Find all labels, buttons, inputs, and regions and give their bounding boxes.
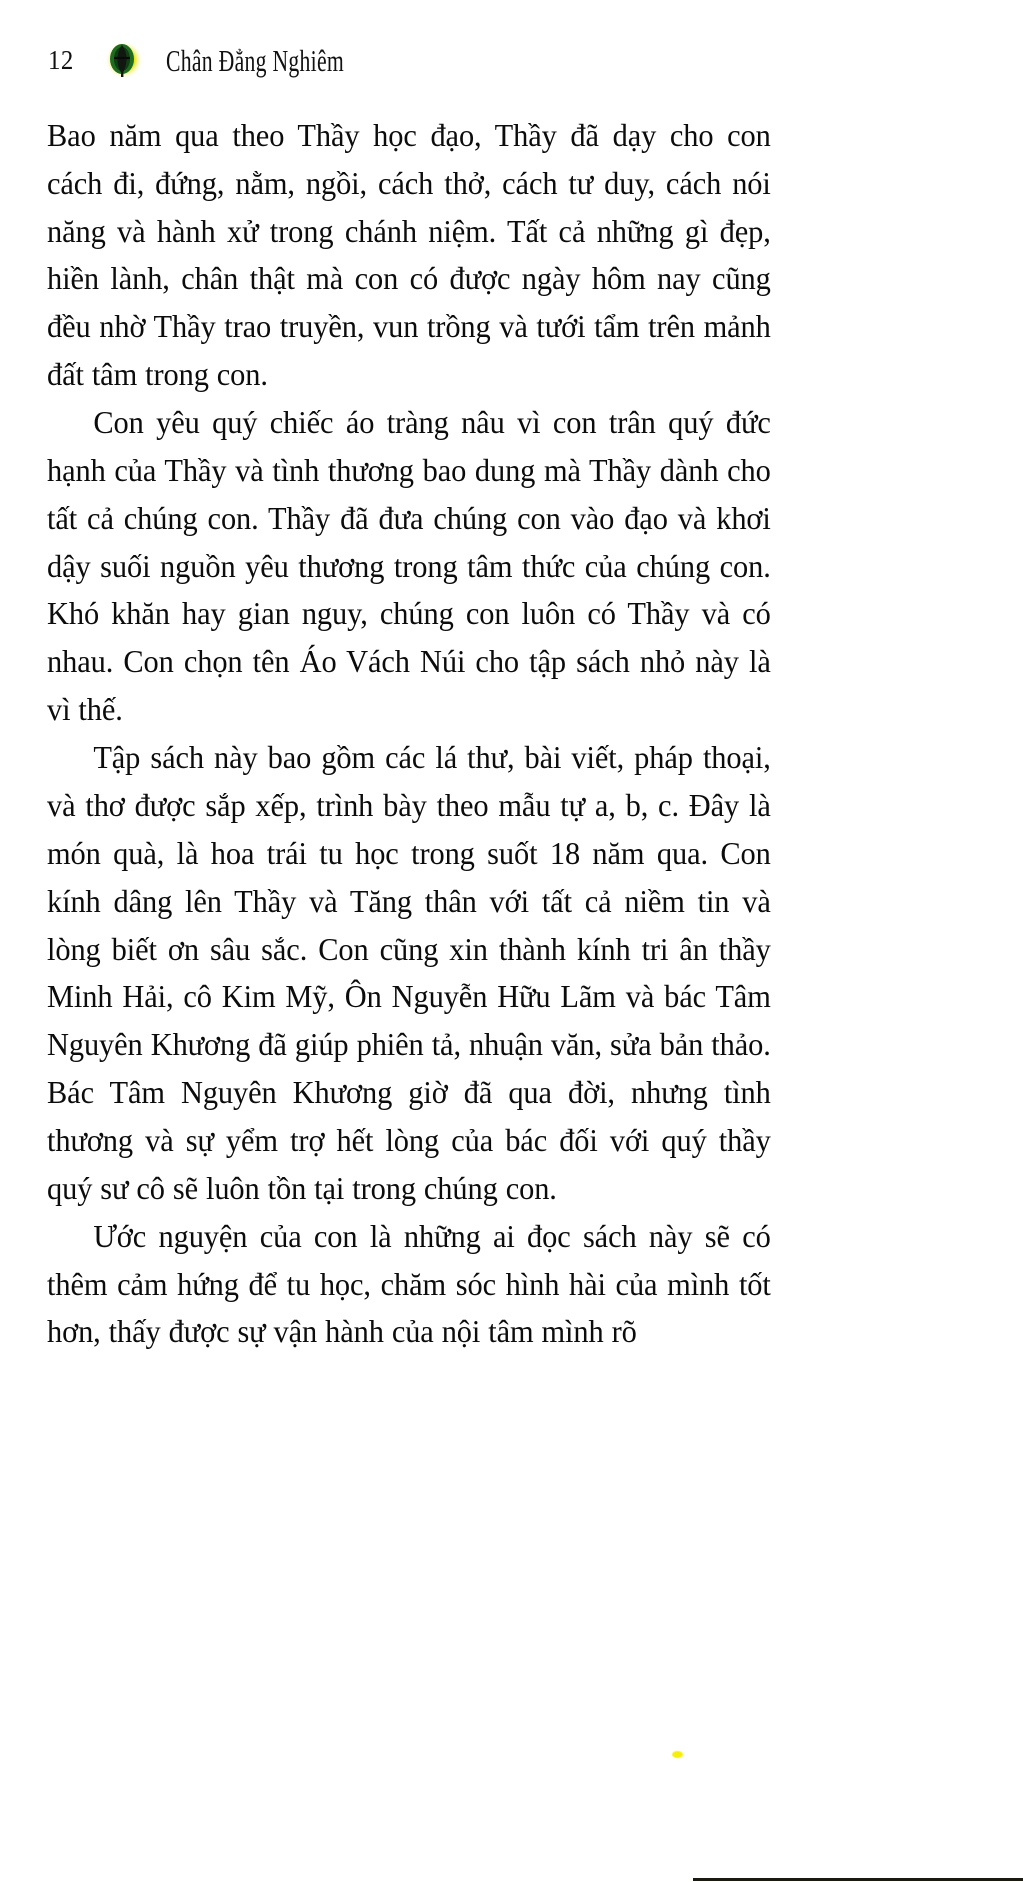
paragraph: Con yêu quý chiếc áo tràng nâu vì con trân quý đức hạnh của Thầy và tình thương bao dung mà Thầy dành cho tất cả chúng con. Thầy đã đưa chúng con vào đạo và khơi dậy suối nguồn yêu thương trong tâm thức của chúng con. Khó khăn hay gian nguy, chúng con luôn có Thầy và có nhau. Con chọn tên Áo Vách Núi cho tập sách nhỏ này là vì thế.	[47, 405, 771, 728]
running-header	[48, 34, 808, 86]
scan-artifact-dot	[672, 1751, 683, 1758]
bodhi-leaf-icon	[102, 38, 146, 82]
paragraph: Tập sách này bao gồm các lá thư, bài viết, pháp thoại, và thơ được sắp xếp, trình bày theo mẫu tự a, b, c. Đây là món quà, là hoa trái tu học trong suốt 18 năm qua. Con kính dâng lên Thầy và Tăng thân với tất cả niềm tin và lòng biết ơn sâu sắc. Con cũng xin thành kính tri ân thầy Minh Hải, cô Kim Mỹ, Ôn Nguyễn Hữu Lãm và bác Tâm Nguyên Khương đã giúp phiên tả, nhuận văn, sửa bản thảo. Bác Tâm Nguyên Khương giờ đã qua đời, nhưng tình thương và sự yểm trợ hết lòng của bác đối với quý thầy quý sư cô sẽ luôn tồn tại trong chúng con.	[47, 740, 771, 1206]
chapter-title: Chân Đẳng Nghiêm	[166, 42, 345, 78]
body-text-column	[47, 112, 797, 1356]
page-number: 12	[48, 44, 74, 75]
paragraph: Bao năm qua theo Thầy học đạo, Thầy đã dạy cho con cách đi, đứng, nằm, ngồi, cách thở, cách tư duy, cách nói năng và hành xử trong chánh niệm. Tất cả những gì đẹp, hiền lành, chân thật mà con có được ngày hôm nay cũng đều nhờ Thầy trao truyền, vun trồng và tưới tẩm trên mảnh đất tâm trong con.	[47, 118, 771, 392]
paragraph: Ước nguyện của con là những ai đọc sách này sẽ có thêm cảm hứng để tu học, chăm sóc hình hài của mình tốt hơn, thấy được sự vận hành của nội tâm mình rõ	[47, 1218, 771, 1350]
scan-artifact-rule	[693, 1878, 1023, 1881]
